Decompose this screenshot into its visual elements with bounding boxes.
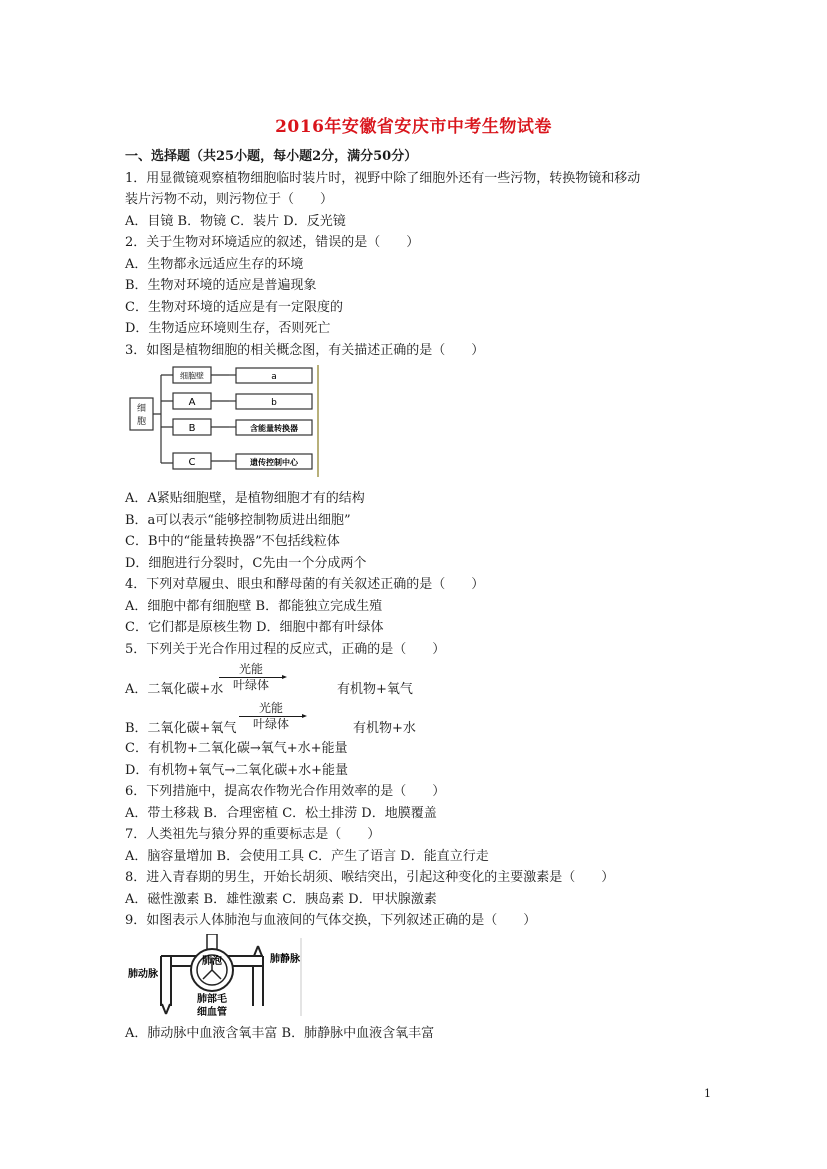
section-heading: 一、选择题（共25小题，每小题2分，满分50分）: [125, 149, 418, 164]
alveolus-svg: [125, 934, 310, 1019]
text-line: D．有机物+氧气→二氧化碳+水+能量: [125, 762, 348, 778]
label-pulmonary-artery: 肺动脉: [128, 968, 158, 980]
questions-1-3: [125, 168, 705, 362]
root-label-1: 细: [136, 404, 147, 414]
formula-a-bottom: 叶绿体: [232, 678, 269, 692]
formula-b-right: 有机物+水: [353, 721, 416, 736]
text-line: C．有机物+二氧化碳→氧气+水+能量: [125, 741, 348, 756]
formula-a-condition: [219, 662, 283, 693]
text-line: C．B中的“能量转换器”不包括线粒体: [125, 534, 340, 549]
text-line: 9．如图表示人体肺泡与血液间的气体交换，下列叙述正确的是（ ）: [125, 913, 537, 928]
text-line: 装片污物不动，则污物位于（ ）: [125, 192, 334, 207]
text-line: A．目镜 B．物镜 C．装片 D．反光镜: [125, 213, 346, 229]
formula-b-left: B．二氧化碳+氧气: [125, 721, 237, 736]
text-line: A．脑容量增加 B．会使用工具 C．产生了语言 D．能直立行走: [125, 848, 489, 864]
page-number: 1: [704, 1087, 711, 1100]
text-line: B．生物对环境的适应是普遍现象: [125, 278, 317, 293]
formula-b-bottom: 叶绿体: [252, 717, 289, 731]
page-title: 2016年安徽省安庆市中考生物试卷: [275, 117, 552, 137]
formula-option-a: [125, 660, 705, 699]
text-line: 5．下列关于光合作用过程的反应式，正确的是（ ）: [125, 641, 446, 657]
text-line: 2．关于生物对环境适应的叙述，错误的是（ ）: [125, 235, 420, 250]
text-line: B．a可以表示“能够控制物质进出细胞”: [125, 512, 351, 528]
cell-concept-diagram: [125, 365, 705, 481]
formula-option-b: [125, 699, 705, 738]
text-line: 8．进入青春期的男生，开始长胡须、喉结突出，引起这种变化的主要激素是（ ）: [125, 870, 615, 885]
label-alveolus: 肺泡: [202, 955, 222, 967]
label-energy: 含能量转换器: [250, 424, 298, 433]
label-capillary-2: 细血管: [197, 1006, 227, 1018]
text-line: 3．如图是植物细胞的相关概念图，有关描述正确的是（ ）: [125, 342, 485, 358]
text-line: 1．用显微镜观察植物细胞临时装片时，视野中除了细胞外还有一些污物，转换物镜和移动: [125, 170, 641, 186]
text-line: D．细胞进行分裂时，C先由一个分成两个: [125, 555, 367, 571]
questions-3-5: [125, 488, 705, 660]
label-small-a: a: [271, 372, 277, 382]
formula-b-arrow: [239, 716, 303, 717]
formula-a-right: 有机物+氧气: [337, 682, 413, 697]
label-capillary-1: 肺部毛: [197, 993, 227, 1005]
text-line: A．带土移栽 B．合理密植 C．松土排涝 D．地膜覆盖: [125, 805, 437, 821]
text-line: A．细胞中都有细胞壁 B．都能独立完成生殖: [125, 598, 383, 614]
formula-a-top: 光能: [238, 662, 263, 676]
text-line: C．它们都是原核生物 D．细胞中都有叶绿体: [125, 620, 384, 635]
text-line: C．生物对环境的适应是有一定限度的: [125, 299, 343, 315]
right-connectors: [211, 375, 229, 461]
label-cell-wall: 细胞壁: [180, 371, 204, 381]
tree-connectors: [153, 375, 173, 463]
left-arrow-icon: [162, 1004, 170, 1014]
formula-a-left: A．二氧化碳+水: [125, 682, 224, 697]
formula-a-arrow: [219, 677, 283, 678]
text-line: 4．下列对草履虫、眼虫和酵母菌的有关叙述正确的是（ ）: [125, 577, 485, 592]
cell-concept-svg: [125, 365, 325, 481]
text-line: D．生物适应环境则生存，否则死亡: [125, 321, 331, 336]
right-arrow-icon: [254, 946, 262, 956]
text-line: A．生物都永远适应生存的环境: [125, 256, 304, 272]
question-9-options: [125, 1023, 705, 1045]
label-b: B: [188, 423, 196, 434]
questions-5-9: [125, 738, 705, 932]
label-small-b: b: [271, 398, 277, 408]
label-pulmonary-vein: 肺静脉: [270, 953, 300, 965]
text-line: 7．人类祖先与猿分界的重要标志是（ ）: [125, 827, 381, 842]
text-line: A．磁性激素 B．雄性激素 C．胰岛素 D．甲状腺激素: [125, 891, 437, 907]
label-c: C: [188, 457, 196, 468]
text-line: 6．下列措施中，提高农作物光合作用效率的是（ ）: [125, 784, 446, 799]
text-line: A．肺动脉中血液含氧丰富 B．肺静脉中血液含氧丰富: [125, 1025, 435, 1041]
question-content: [125, 146, 705, 1044]
label-genetic: 遗传控制中心: [250, 458, 298, 467]
root-label-2: 胞: [136, 417, 147, 427]
formula-b-condition: [239, 701, 303, 732]
alveolus-diagram: [125, 934, 705, 1019]
text-line: A．A紧贴细胞壁，是植物细胞才有的结构: [125, 491, 365, 506]
label-a: A: [188, 397, 196, 408]
formula-b-top: 光能: [258, 701, 283, 715]
airway: [207, 934, 217, 950]
